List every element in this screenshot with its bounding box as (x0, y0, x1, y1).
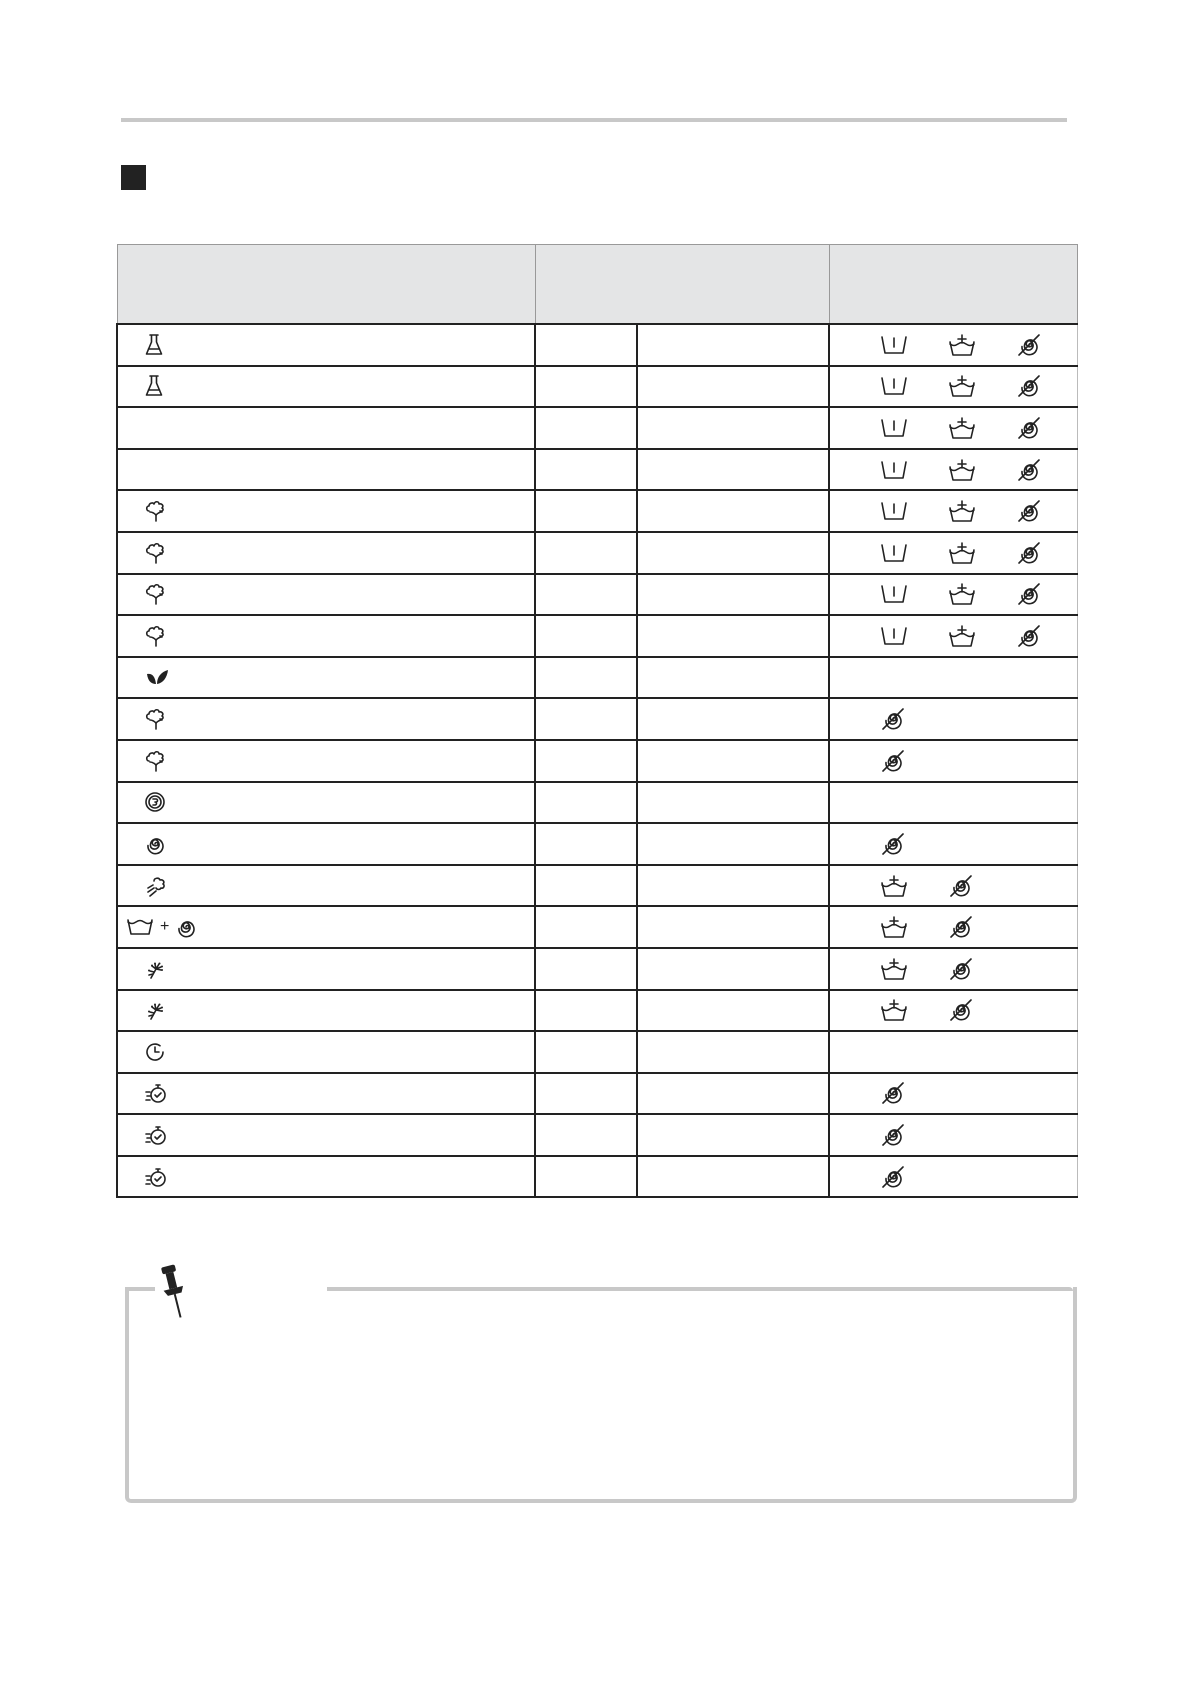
prewash-icon (880, 375, 908, 397)
load-cell (637, 1031, 829, 1073)
temperature-cell (535, 865, 637, 907)
temperature-cell (535, 740, 637, 782)
prewash-icon (880, 334, 908, 356)
table-row (117, 1156, 1077, 1198)
quick-wash-icon (144, 1123, 168, 1147)
no-spin-icon (1016, 581, 1042, 607)
header-options (829, 245, 1077, 325)
programme-cell (117, 1031, 535, 1073)
note-box (125, 1287, 1077, 1503)
flask-icon (144, 333, 164, 357)
no-spin-icon (880, 1122, 906, 1148)
programme-cell (117, 782, 535, 824)
programme-cell (117, 449, 535, 491)
temperature-cell (535, 324, 637, 366)
options-cell (829, 948, 1077, 990)
steam-icon (144, 874, 168, 898)
temperature-cell (535, 1031, 637, 1073)
load-cell (637, 615, 829, 657)
extra-rinse-icon (948, 582, 976, 606)
load-cell (637, 1114, 829, 1156)
no-spin-icon (948, 997, 974, 1023)
delicate-icon (144, 998, 168, 1022)
table-row (117, 449, 1077, 491)
eco-leaf-icon (144, 668, 170, 688)
programme-cell (117, 407, 535, 449)
options-cell (829, 532, 1077, 574)
no-spin-icon (1016, 373, 1042, 399)
programme-cell (117, 823, 535, 865)
prewash-icon (880, 625, 908, 647)
programme-cell (117, 906, 535, 948)
extra-rinse-icon (880, 915, 908, 939)
clock-icon (144, 1041, 166, 1063)
note-border-left (125, 1287, 155, 1291)
table-row (117, 906, 1077, 948)
programme-cell (117, 574, 535, 616)
load-cell (637, 740, 829, 782)
no-spin-icon (1016, 498, 1042, 524)
cotton-icon (144, 541, 168, 565)
cotton-icon (144, 582, 168, 606)
no-spin-icon (1016, 623, 1042, 649)
delicate-icon (144, 957, 168, 981)
options-cell (829, 490, 1077, 532)
temperature-cell (535, 990, 637, 1032)
options-cell (829, 698, 1077, 740)
options-cell (829, 1073, 1077, 1115)
temperature-cell (535, 490, 637, 532)
load-cell (637, 574, 829, 616)
options-cell (829, 823, 1077, 865)
section-marker (121, 165, 146, 190)
pushpin-icon (155, 1262, 195, 1320)
load-cell (637, 449, 829, 491)
programme-cell (117, 490, 535, 532)
table-row (117, 366, 1077, 408)
cotton-icon (144, 749, 168, 773)
table-row (117, 407, 1077, 449)
temperature-cell (535, 1114, 637, 1156)
extra-rinse-icon (948, 458, 976, 482)
load-cell (637, 990, 829, 1032)
load-cell (637, 823, 829, 865)
temperature-cell (535, 906, 637, 948)
programme-cell (117, 1114, 535, 1156)
table-row (117, 740, 1077, 782)
no-spin-icon (1016, 457, 1042, 483)
header-rule (121, 118, 1067, 122)
spin-icon (175, 916, 197, 938)
programme-cell (117, 615, 535, 657)
extra-rinse-icon (880, 874, 908, 898)
temperature-cell (535, 366, 637, 408)
no-spin-icon (948, 873, 974, 899)
load-cell (637, 1073, 829, 1115)
options-cell (829, 782, 1077, 824)
flask-icon (144, 374, 164, 398)
options-cell (829, 324, 1077, 366)
programme-cell (117, 324, 535, 366)
header-settings (535, 245, 829, 325)
temperature-cell (535, 1156, 637, 1198)
cotton-icon (144, 624, 168, 648)
options-cell (829, 990, 1077, 1032)
temperature-cell (535, 698, 637, 740)
no-spin-icon (1016, 540, 1042, 566)
extra-rinse-icon (948, 499, 976, 523)
programme-cell (117, 740, 535, 782)
programme-cell (117, 1156, 535, 1198)
programme-cell (117, 990, 535, 1032)
note-border-right (327, 1287, 1073, 1291)
drum-clean-icon (144, 791, 166, 813)
cotton-icon (144, 499, 168, 523)
table-row (117, 532, 1077, 574)
programme-cell (117, 532, 535, 574)
table-row (117, 324, 1077, 366)
no-spin-icon (880, 748, 906, 774)
options-cell (829, 1031, 1077, 1073)
load-cell (637, 948, 829, 990)
options-cell (829, 657, 1077, 699)
programme-cell (117, 1073, 535, 1115)
options-cell (829, 740, 1077, 782)
extra-rinse-icon (948, 333, 976, 357)
load-cell (637, 906, 829, 948)
options-cell (829, 615, 1077, 657)
options-cell (829, 865, 1077, 907)
spin-icon (144, 833, 166, 855)
options-cell (829, 1114, 1077, 1156)
load-cell (637, 366, 829, 408)
temperature-cell (535, 407, 637, 449)
extra-rinse-icon (948, 541, 976, 565)
no-spin-icon (1016, 415, 1042, 441)
temperature-cell (535, 1073, 637, 1115)
load-cell (637, 490, 829, 532)
programme-cell (117, 865, 535, 907)
prewash-icon (880, 417, 908, 439)
temperature-cell (535, 782, 637, 824)
programme-table (116, 244, 1076, 1198)
prewash-icon (880, 459, 908, 481)
no-spin-icon (1016, 332, 1042, 358)
options-cell (829, 407, 1077, 449)
load-cell (637, 698, 829, 740)
quick-wash-icon (144, 1081, 168, 1105)
options-cell (829, 1156, 1077, 1198)
table-row (117, 990, 1077, 1032)
load-cell (637, 657, 829, 699)
table-row (117, 782, 1077, 824)
temperature-cell (535, 615, 637, 657)
no-spin-icon (948, 956, 974, 982)
table-row (117, 1073, 1077, 1115)
no-spin-icon (880, 1080, 906, 1106)
prewash-icon (880, 583, 908, 605)
prewash-icon (880, 500, 908, 522)
table-row (117, 1114, 1077, 1156)
extra-rinse-icon (948, 416, 976, 440)
header-programme (117, 245, 535, 325)
quick-wash-icon (144, 1165, 168, 1189)
table-row (117, 948, 1077, 990)
options-cell (829, 366, 1077, 408)
temperature-cell (535, 948, 637, 990)
load-cell (637, 407, 829, 449)
temperature-cell (535, 823, 637, 865)
prewash-icon (880, 542, 908, 564)
load-cell (637, 324, 829, 366)
extra-rinse-icon (948, 624, 976, 648)
table-row (117, 490, 1077, 532)
programme-cell (117, 366, 535, 408)
load-cell (637, 1156, 829, 1198)
table-header (117, 245, 1077, 325)
temperature-cell (535, 574, 637, 616)
table-row (117, 615, 1077, 657)
extra-rinse-icon (880, 998, 908, 1022)
no-spin-icon (880, 831, 906, 857)
temperature-cell (535, 449, 637, 491)
load-cell (637, 782, 829, 824)
table-row (117, 823, 1077, 865)
no-spin-icon (880, 1164, 906, 1190)
no-spin-icon (880, 706, 906, 732)
rinse-plus-spin-icon (126, 917, 154, 937)
table-row (117, 698, 1077, 740)
table-row (117, 574, 1077, 616)
table-row (117, 657, 1077, 699)
programme-cell (117, 657, 535, 699)
extra-rinse-icon (880, 957, 908, 981)
no-spin-icon (948, 914, 974, 940)
options-cell (829, 574, 1077, 616)
cotton-icon (144, 707, 168, 731)
table-row (117, 1031, 1077, 1073)
options-cell (829, 906, 1077, 948)
temperature-cell (535, 532, 637, 574)
load-cell (637, 532, 829, 574)
extra-rinse-icon (948, 374, 976, 398)
load-cell (637, 865, 829, 907)
temperature-cell (535, 657, 637, 699)
options-cell (829, 449, 1077, 491)
programme-cell (117, 948, 535, 990)
table-row (117, 865, 1077, 907)
plus-sign: + (160, 918, 170, 936)
programme-cell (117, 698, 535, 740)
